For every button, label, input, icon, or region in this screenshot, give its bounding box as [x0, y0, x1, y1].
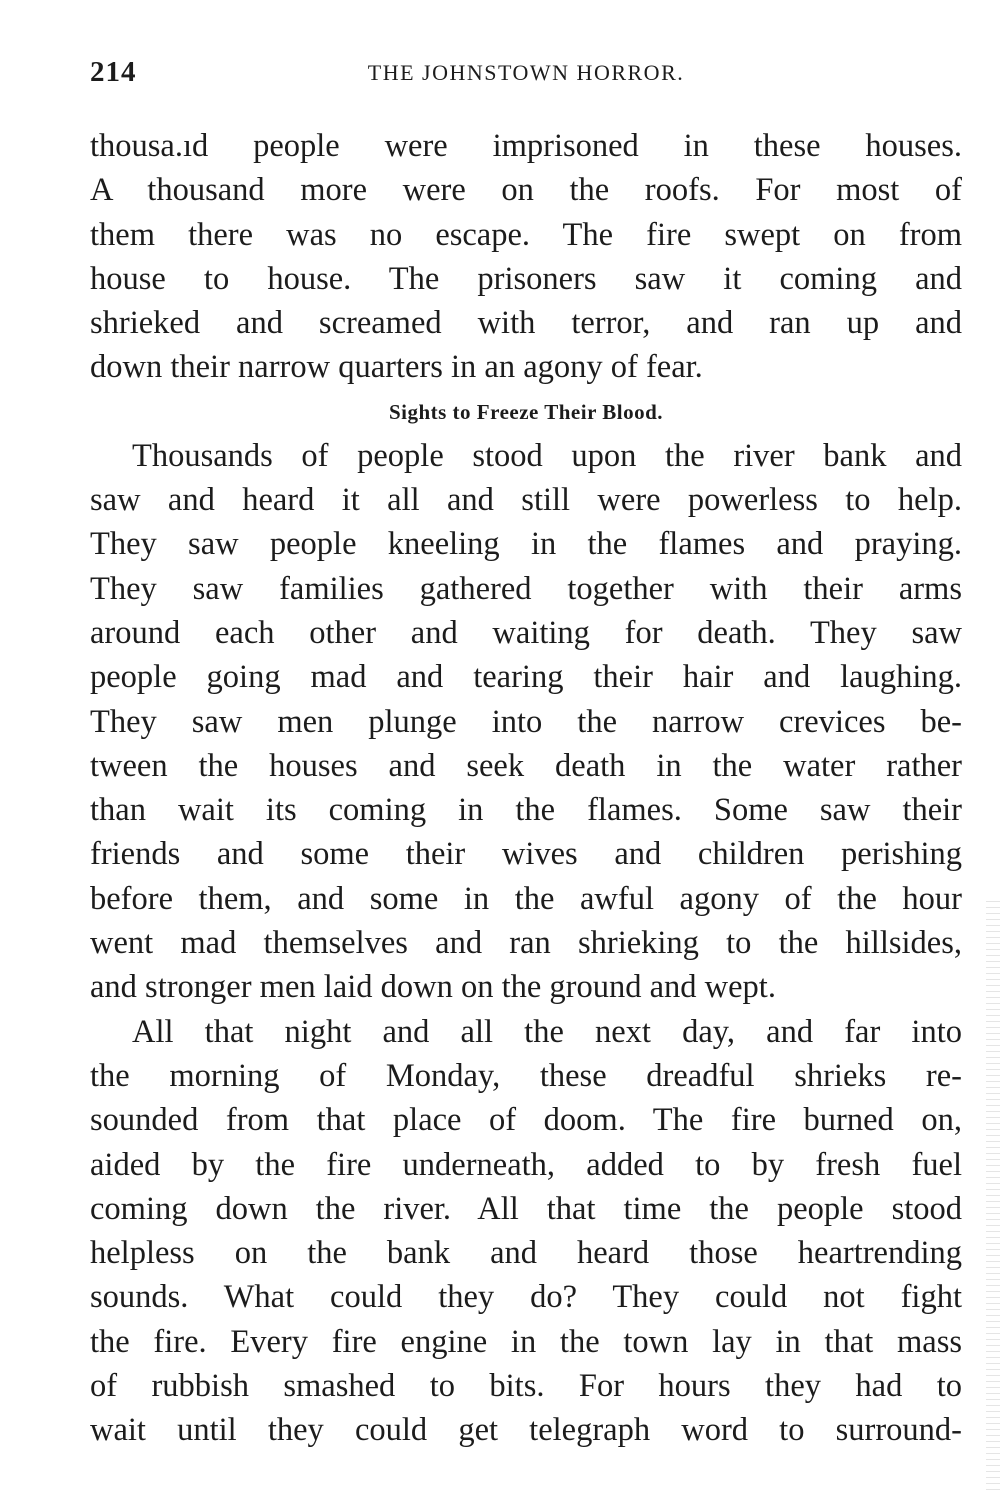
text-line: wait until they could get telegraph word to surround-: [90, 1412, 962, 1449]
text-line: saw and heard it all and still were powerless to help.: [90, 482, 962, 519]
body-text: [90, 124, 962, 1453]
text-line: around each other and waiting for death. They saw: [90, 614, 962, 651]
text-line: tween the houses and seek death in the water rather: [90, 747, 962, 784]
text-line: aided by the fire underneath, added to by fresh fuel: [90, 1146, 962, 1183]
text-line: coming down the river. All that time the people stood: [90, 1190, 962, 1227]
text-line: than wait its coming in the flames. Some saw their: [90, 792, 962, 829]
text-line: down their narrow quarters in an agony of fear.: [90, 349, 703, 386]
text-line: A thousand more were on the roofs. For most of: [90, 172, 962, 209]
text-line: thousa.ıd people were imprisoned in these houses.: [90, 128, 962, 164]
text-line: and stronger men laid down on the ground and wept.: [90, 969, 776, 1006]
text-line: sounded from that place of doom. The fire burned on,: [90, 1102, 962, 1139]
text-line: people going mad and tearing their hair and laughing.: [90, 659, 962, 696]
text-line: All that night and all the next day, and far into: [132, 1013, 962, 1050]
text-line: them there was no escape. The fire swept on from: [90, 216, 962, 253]
text-line: of rubbish smashed to bits. For hours they had to: [90, 1368, 962, 1405]
running-title: THE JOHNSTOWN HORROR.: [367, 60, 685, 85]
text-line: went mad themselves and ran shrieking to the hillsides,: [90, 925, 962, 962]
text-line: They saw people kneeling in the flames and praying.: [90, 526, 962, 563]
text-line: friends and some their wives and children perishing: [90, 836, 962, 873]
text-line: They saw men plunge into the narrow crevices be-: [90, 703, 962, 740]
running-head: [90, 56, 962, 96]
text-line: Thousands of people stood upon the river bank and: [132, 437, 962, 474]
section-subheading: Sights to Freeze Their Blood.: [388, 399, 664, 424]
text-line: the morning of Monday, these dreadful shrieks re-: [90, 1057, 962, 1094]
text-line: shrieked and screamed with terror, and ran up and: [90, 305, 962, 342]
scan-edge-noise: [986, 900, 1000, 1490]
text-line: sounds. What could they do? They could not fight: [90, 1279, 962, 1316]
text-line: They saw families gathered together with their arms: [90, 570, 962, 607]
text-line: house to house. The prisoners saw it coming and: [90, 260, 962, 297]
text-line: helpless on the bank and heard those heartrending: [90, 1235, 962, 1272]
text-line: before them, and some in the awful agony of the hour: [90, 880, 962, 917]
page-number: 214: [90, 56, 137, 88]
text-line: the fire. Every fire engine in the town lay in that mass: [90, 1323, 962, 1360]
